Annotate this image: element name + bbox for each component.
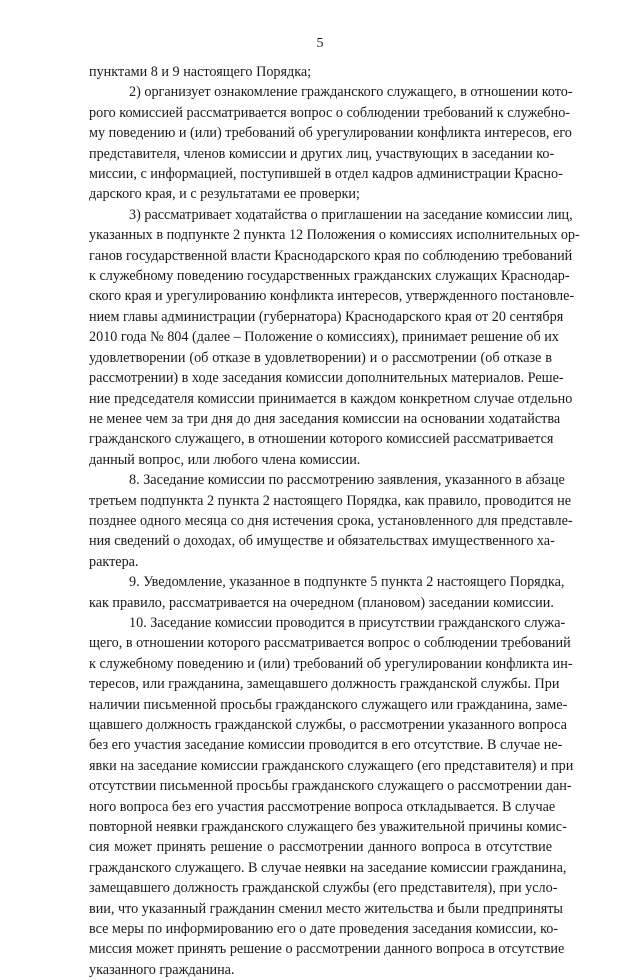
text-line: гражданского служащего. В случае неявки на заседание комиссии гражданина,	[89, 859, 567, 876]
text-line: гражданского служащего, в отношении которого комиссией рассматривается	[89, 431, 554, 448]
document-body	[89, 62, 580, 980]
text-line: ние председателя комиссии принимается в каждом конкретном случае отдельно	[89, 390, 573, 407]
text-line: повторной неявки гражданского служащего без уважительной причины комис-	[89, 819, 567, 836]
text-line: сия может принять решение о рассмотрении данного вопроса в отсутствие	[89, 839, 552, 856]
text-line: 2010 года № 804 (далее – Положение о комиссиях), принимает решение об их	[89, 329, 559, 346]
text-line: представителя, членов комиссии и других лиц, участвующих в заседании ко-	[89, 145, 555, 162]
text-line: 10. Заседание комиссии проводится в присутствии гражданского служа-	[129, 614, 566, 631]
text-line: не менее чем за три дня до дня заседания комиссии на основании ходатайства	[89, 410, 561, 427]
text-line: удовлетворении (об отказе в удовлетворении) и о рассмотрении (об отказе в	[89, 349, 552, 366]
text-line: 9. Уведомление, указанное в подпункте 5 пункта 2 настоящего Порядка,	[129, 574, 565, 591]
text-line: дарского края, и с результатами ее проверки;	[89, 186, 360, 203]
text-line: отсутствии письменной просьбы гражданского служащего о рассмотрении дан-	[89, 778, 572, 795]
text-line: указанного гражданина.	[89, 961, 235, 978]
text-line: к служебному поведению государственных гражданских служащих Краснодар-	[89, 268, 570, 285]
text-line: вии, что указанный гражданин сменил место жительства и были предприняты	[89, 900, 563, 917]
text-line: 2) организует ознакомление гражданского служащего, в отношении кото-	[129, 84, 573, 101]
text-line: ного вопроса без его участия рассмотрение вопроса откладывается. В случае	[89, 798, 556, 815]
text-line: указанных в подпункте 2 пункта 12 Положения о комиссиях исполнительных ор-	[89, 227, 580, 244]
text-line: рого комиссией рассматривается вопрос о соблюдении требований к служебно-	[89, 104, 571, 121]
text-line: без его участия заседание комиссии проводится в его отсутствие. В случае не-	[89, 737, 563, 754]
text-line: позднее одного месяца со дня истечения срока, установленного для представле-	[89, 512, 573, 529]
text-line: третьем подпункта 2 пункта 2 настоящего Порядка, как правило, проводится не	[89, 492, 572, 509]
text-line: явки на заседание комиссии гражданского служащего (его представителя) и при	[89, 757, 574, 774]
text-line: рассмотрении) в ходе заседания комиссии дополнительных материалов. Реше-	[89, 370, 564, 387]
text-line: щавшего должность гражданской службы, о рассмотрении указанного вопроса	[89, 717, 567, 733]
text-line: ганов государственной власти Краснодарского края по соблюдению требований	[89, 247, 573, 264]
text-line: наличии письменной просьбы гражданского служащего или гражданина, заме-	[89, 696, 568, 713]
text-line: к служебному поведению и (или) требований об урегулировании конфликта ин-	[89, 655, 573, 672]
text-line: 3) рассматривает ходатайства о приглашении на заседание комиссии лиц,	[129, 206, 573, 223]
text-line: му поведению и (или) требований об урегулировании конфликта интересов, его	[89, 125, 572, 142]
text-line: данный вопрос, или любого члена комиссии.	[89, 451, 361, 468]
text-line: миссия может принять решение о рассмотрении данного вопроса в отсутствие	[89, 941, 565, 958]
text-line: щего, в отношении которого рассматривается вопрос о соблюдении требований	[89, 635, 571, 652]
text-line: 8. Заседание комиссии по рассмотрению заявления, указанного в абзаце	[129, 472, 565, 489]
text-line: как правило, рассматривается на очередном (плановом) заседании комиссии.	[89, 594, 554, 611]
text-line: миссии, с информацией, поступившей в отдел кадров администрации Красно-	[89, 166, 563, 183]
text-line: тересов, или гражданина, замещавшего должность гражданской службы. При	[89, 676, 560, 693]
page-number: 5	[316, 36, 324, 51]
text-line: рактера.	[89, 553, 139, 570]
text-line: все меры по информированию его о дате проведения заседания комиссии, ко-	[89, 921, 559, 938]
text-line: ского края и урегулированию конфликта интересов, утвержденного постановле-	[89, 288, 575, 305]
text-line: пунктами 8 и 9 настоящего Порядка;	[89, 64, 312, 80]
text-line: ния сведений о доходах, об имуществе и обязательствах имущественного ха-	[89, 533, 555, 550]
text-line: замещавшего должность гражданской службы (его представителя), при усло-	[89, 880, 558, 897]
text-line: нием главы администрации (губернатора) Краснодарского края от 20 сентября	[89, 308, 564, 325]
